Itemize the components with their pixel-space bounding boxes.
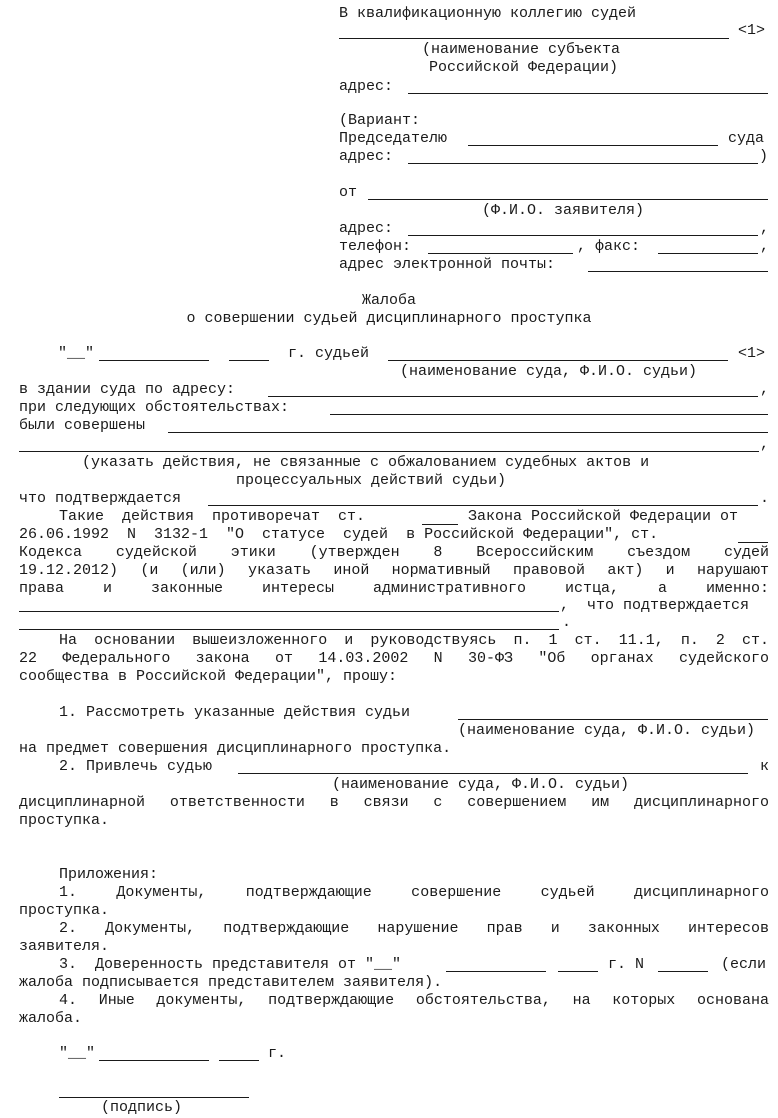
month-field[interactable] <box>99 360 209 361</box>
variant-open: (Вариант: <box>339 112 421 129</box>
attachment-3: 3. Доверенность представителя от "__" <box>59 956 402 973</box>
signature-field[interactable] <box>59 1097 249 1098</box>
signature-month-field[interactable] <box>99 1060 209 1061</box>
subject-caption-2: Российской Федерации) <box>429 59 619 76</box>
para1-line1a: Такие действия противоречат ст. <box>59 508 366 525</box>
year-judge-label: г. судьей <box>288 345 370 362</box>
confirmed-field[interactable] <box>208 505 758 506</box>
attachment-1: 1. Документы, подтверждающие совершение судьей дисциплинарного <box>59 884 769 901</box>
phone-field[interactable] <box>428 253 573 254</box>
request-2-k: к <box>760 758 770 775</box>
code-article-field[interactable] <box>738 542 768 543</box>
footnote-ref: <1> <box>738 22 766 39</box>
violation-field[interactable] <box>19 611 559 612</box>
circumstances-field[interactable] <box>330 414 768 415</box>
comma: , <box>760 436 770 453</box>
period: . <box>760 490 770 507</box>
para1-line1b: Закона Российской Федерации от <box>468 508 739 525</box>
fax-label: , факс: <box>577 238 641 255</box>
article-field[interactable] <box>422 524 458 525</box>
actions-caption-2: процессуальных действий судьи) <box>236 472 507 489</box>
request-1-judge-field[interactable] <box>458 719 768 720</box>
signature-year-field[interactable] <box>219 1060 259 1061</box>
applicant-name-field[interactable] <box>368 199 768 200</box>
request-1-cont: на предмет совершения дисциплинарного проступка. <box>19 740 452 757</box>
variant-address-field[interactable] <box>408 163 758 164</box>
court-judge-caption: (наименование суда, Ф.И.О. судьи) <box>400 363 698 380</box>
para2-line1: На основании вышеизложенного и руководствуясь п. 1 ст. 11.1, п. 2 ст. <box>59 632 769 649</box>
attachment-2-cont: заявителя. <box>19 938 110 955</box>
variant-close: ) <box>759 148 769 165</box>
committed-label: были совершены <box>19 417 146 434</box>
document-title: Жалоба <box>361 292 416 309</box>
request-2-cont-2: проступка. <box>19 812 110 829</box>
circumstances-label: при следующих обстоятельствах: <box>19 399 290 416</box>
address-label: адрес: <box>339 78 394 95</box>
variant-address-label: адрес: <box>339 148 394 165</box>
subject-name-field[interactable] <box>339 38 729 39</box>
request-2: 2. Привлечь судью <box>59 758 213 775</box>
request-2-caption: (наименование суда, Ф.И.О. судьи) <box>332 776 630 793</box>
phone-label: телефон: <box>339 238 412 255</box>
para2-line3: сообщества в Российской Федерации", прошу: <box>19 668 398 685</box>
request-1-caption: (наименование суда, Ф.И.О. судьи) <box>458 722 756 739</box>
poa-year-field[interactable] <box>558 971 598 972</box>
date-open: "__" <box>58 345 95 362</box>
attachment-1-cont: проступка. <box>19 902 110 919</box>
actions-caption: (указать действия, не связанные с обжалованием судебных актов и <box>82 454 650 471</box>
para1-line3: Кодекса судейской этики (утвержден 8 Всероссийским съездом судей <box>19 544 769 561</box>
attachment-3-if: (если <box>721 956 767 973</box>
signature-year-label: г. <box>268 1045 287 1062</box>
poa-month-field[interactable] <box>446 971 546 972</box>
poa-number-field[interactable] <box>658 971 708 972</box>
building-label: в здании суда по адресу: <box>19 381 236 398</box>
footnote-ref: <1> <box>738 345 766 362</box>
addressee-line: В квалификационную коллегию судей <box>339 5 637 22</box>
attachment-3-number: г. N <box>608 956 645 973</box>
email-field[interactable] <box>588 271 768 272</box>
applicant-address-label: адрес: <box>339 220 394 237</box>
attachments-heading: Приложения: <box>59 866 159 883</box>
period: . <box>562 614 572 631</box>
signature-caption: (подпись) <box>101 1099 183 1116</box>
confirmed-label: что подтверждается <box>19 490 182 507</box>
court-word: суда <box>728 130 765 147</box>
request-2-judge-field[interactable] <box>238 773 748 774</box>
email-label: адрес электронной почты: <box>339 256 556 273</box>
chairman-label: Председателю <box>339 130 448 147</box>
chairman-court-field[interactable] <box>468 145 718 146</box>
committed-field-2[interactable] <box>19 451 759 452</box>
subject-caption: (наименование субъекта <box>422 41 621 58</box>
attachment-2: 2. Документы, подтверждающие нарушение прав и законных интересов <box>59 920 769 937</box>
request-2-cont: дисциплинарной ответственности в связи с совершением им дисциплинарного <box>19 794 769 811</box>
address-field[interactable] <box>408 93 768 94</box>
attachment-4: 4. Иные документы, подтверждающие обстоятельства, на которых основана <box>59 992 769 1009</box>
para1-confirmed: , что подтверждается <box>560 597 750 614</box>
applicant-address-field[interactable] <box>408 235 758 236</box>
year-field[interactable] <box>229 360 269 361</box>
fax-field[interactable] <box>658 253 758 254</box>
comma: , <box>760 381 770 398</box>
from-label: от <box>339 184 358 201</box>
building-address-field[interactable] <box>268 396 758 397</box>
comma: , <box>760 220 770 237</box>
para1-line5: права и законные интересы административного истца, а именно: <box>19 580 769 597</box>
attachment-3-cont: жалоба подписывается представителем заявителя). <box>19 974 443 991</box>
request-1: 1. Рассмотреть указанные действия судьи <box>59 704 411 721</box>
comma: , <box>760 238 770 255</box>
judge-name-field[interactable] <box>388 360 728 361</box>
para1-line4: 19.12.2012) (и (или) указать иной нормативный правовой акт) и нарушают <box>19 562 769 579</box>
violation-confirm-field[interactable] <box>19 629 559 630</box>
applicant-caption: (Ф.И.О. заявителя) <box>482 202 645 219</box>
committed-field[interactable] <box>168 432 768 433</box>
para2-line2: 22 Федерального закона от 14.03.2002 N 30-ФЗ "Об органах судейского <box>19 650 769 667</box>
para1-line2: 26.06.1992 N 3132-1 "О статусе судей в Российской Федерации", ст. <box>19 526 659 543</box>
attachment-4-cont: жалоба. <box>19 1010 83 1027</box>
signature-date-open: "__" <box>59 1045 96 1062</box>
document-subtitle: о совершении судьей дисциплинарного проступка <box>186 310 592 327</box>
